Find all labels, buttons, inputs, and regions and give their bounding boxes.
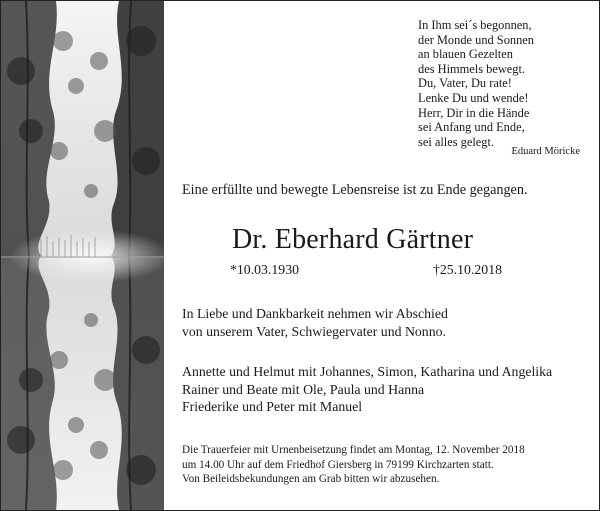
- service-info-line: um 14.00 Uhr auf dem Friedhof Giersberg in 79199 Kirchzarten statt.: [182, 458, 494, 471]
- family-member-line: Friederike und Peter mit Manuel: [182, 399, 363, 414]
- family-member-line: Annette und Helmut mit Johannes, Simon, Katharina und Angelika: [182, 364, 553, 379]
- intro-text: Eine erfüllte und bewegte Lebensreise ist zu Ende gegangen.: [182, 182, 528, 198]
- poem-author: Eduard Möricke: [511, 146, 580, 157]
- service-info-line: Die Trauerfeier mit Urnenbeisetzung findet am Montag, 12. November 2018: [182, 444, 525, 456]
- family-list: [182, 363, 552, 416]
- service-info-line: Von Beileidsbekundungen am Grab bitten wir abzusehen.: [182, 473, 440, 486]
- farewell-line: In Liebe und Dankbarkeit nehmen wir Abschied: [182, 306, 448, 321]
- poem-line: In Ihm sei´s begonnen,: [418, 18, 532, 32]
- family-member-line: Rainer und Beate mit Ole, Paula und Hanna: [182, 381, 425, 397]
- farewell-text: [182, 305, 448, 340]
- deceased-name: Dr. Eberhard Gärtner: [232, 224, 474, 255]
- tree-reflection-photo: [1, 1, 164, 510]
- poem-line: sei Anfang und Ende,: [418, 120, 525, 135]
- poem-line: Herr, Dir in die Hände: [418, 105, 530, 120]
- poem-line: Lenke Du und wende!: [418, 90, 529, 105]
- poem-line: sei alles gelegt.: [418, 134, 495, 149]
- service-info: [182, 443, 525, 487]
- farewell-line: von unserem Vater, Schwiegervater und Nonno.: [182, 323, 446, 339]
- death-date: †25.10.2018: [433, 262, 502, 277]
- poem-line: Du, Vater, Du rate!: [418, 76, 512, 91]
- poem: [418, 18, 588, 149]
- poem-line: der Monde und Sonnen: [418, 32, 534, 47]
- poem-line: des Himmels bewegt.: [418, 61, 526, 76]
- poem-line: an blauen Gezelten: [418, 47, 513, 62]
- birth-date: *10.03.1930: [230, 262, 299, 277]
